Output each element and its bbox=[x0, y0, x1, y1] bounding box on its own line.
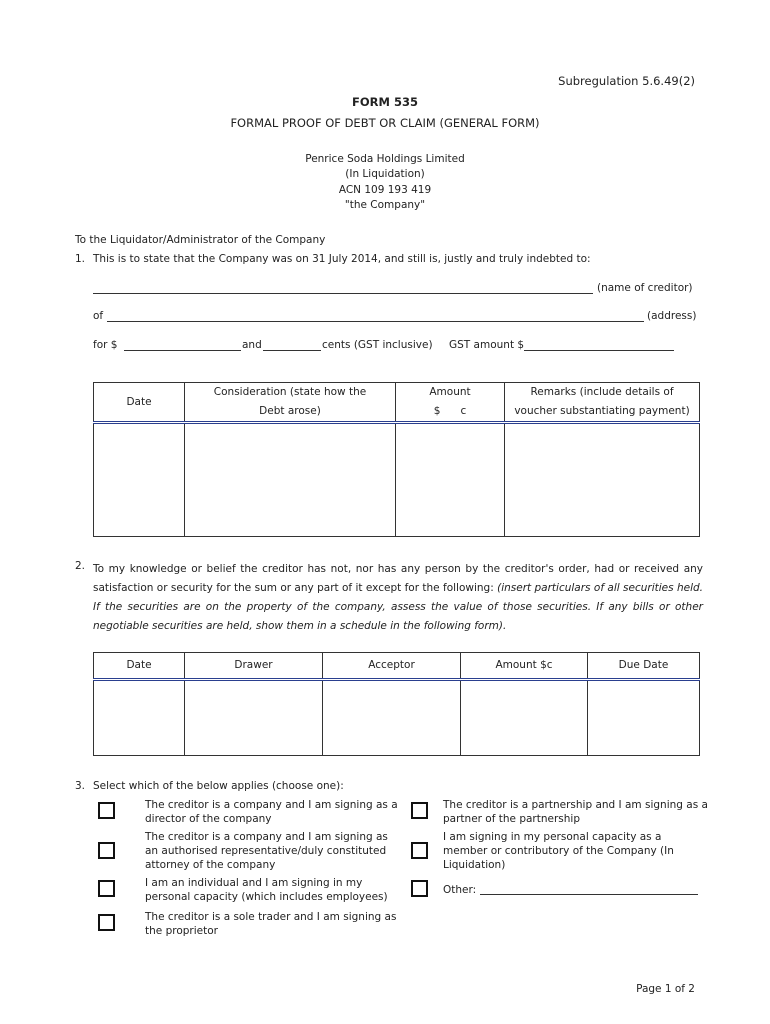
creditor-name-field[interactable] bbox=[93, 293, 593, 294]
securities-table bbox=[93, 652, 700, 756]
consideration-header-line1: Consideration (state how the bbox=[213, 386, 367, 398]
securities-header-acceptor: Acceptor bbox=[323, 653, 461, 680]
amount-header-line1: Amount bbox=[429, 386, 471, 398]
remarks-header-line2: voucher substantiating payment) bbox=[514, 405, 690, 417]
amount-for-label: for $ bbox=[93, 339, 118, 351]
addressee: To the Liquidator/Administrator of the Company bbox=[75, 234, 326, 246]
subregulation: Subregulation 5.6.49(2) bbox=[558, 74, 695, 88]
remarks-header-line1: Remarks (include details of bbox=[530, 386, 674, 398]
checkbox-individual[interactable] bbox=[98, 880, 115, 897]
option-partnership: The creditor is a partnership and I am signing as a partner of the partnership bbox=[443, 799, 708, 825]
form-number: FORM 535 bbox=[352, 95, 418, 109]
page-number: Page 1 of 2 bbox=[636, 983, 695, 995]
debt-table-header-remarks bbox=[505, 383, 700, 423]
debt-table-row bbox=[94, 423, 700, 537]
section2-paragraph bbox=[93, 560, 703, 636]
gst-amount-field[interactable] bbox=[524, 350, 674, 351]
company-status: (In Liquidation) bbox=[345, 168, 425, 180]
company-name: Penrice Soda Holdings Limited bbox=[305, 153, 465, 165]
cents-field[interactable] bbox=[263, 350, 321, 351]
and-label: and bbox=[242, 339, 262, 351]
securities-header-date: Date bbox=[94, 653, 185, 680]
address-field[interactable] bbox=[107, 321, 644, 322]
company-alias: "the Company" bbox=[344, 199, 426, 211]
section3-text: Select which of the below applies (choose one): bbox=[93, 780, 344, 792]
consideration-header-line2: Debt arose) bbox=[259, 405, 321, 417]
checkbox-other[interactable] bbox=[411, 880, 428, 897]
section2-number: 2. bbox=[75, 560, 86, 572]
section2-text: To my knowledge or belief the creditor has not, nor has any person by the creditor's order, had or received any satisfaction or security for the sum or any part of it except for the following: bbox=[93, 563, 703, 594]
address-label: (address) bbox=[647, 310, 697, 322]
debt-remarks-cell[interactable] bbox=[505, 423, 700, 537]
option-individual: I am an individual and I am signing in my personal capacity (which includes employees) bbox=[145, 877, 388, 903]
option-company-representative: The creditor is a company and I am signing as an authorised representative/duly constituted attorney of the company bbox=[145, 831, 388, 871]
option-member-contributory: I am signing in my personal capacity as a member or contributory of the Company (In Liquidation) bbox=[443, 831, 674, 871]
checkbox-member-contributory[interactable] bbox=[411, 842, 428, 859]
securities-table-row bbox=[94, 680, 700, 756]
securities-header-amount: Amount $c bbox=[461, 653, 588, 680]
securities-acceptor-cell[interactable] bbox=[323, 680, 461, 756]
debt-consideration-cell[interactable] bbox=[185, 423, 396, 537]
option-other-label: Other: bbox=[443, 884, 477, 896]
section2-instructions: (insert particulars of all securities held. If the securities are on the property of the company, assess the value of those securities. If any bills or other negotiable securities are held, show them in a schedule in the following form). bbox=[93, 582, 703, 632]
debt-table bbox=[93, 382, 700, 537]
of-label: of bbox=[93, 310, 104, 322]
securities-header-drawer: Drawer bbox=[185, 653, 323, 680]
cents-gst-label: cents (GST inclusive) bbox=[322, 339, 433, 351]
securities-date-cell[interactable] bbox=[94, 680, 185, 756]
other-field[interactable] bbox=[480, 894, 698, 895]
gst-amount-label: GST amount $ bbox=[449, 339, 525, 351]
securities-due-date-cell[interactable] bbox=[588, 680, 700, 756]
securities-drawer-cell[interactable] bbox=[185, 680, 323, 756]
creditor-name-label: (name of creditor) bbox=[597, 282, 693, 294]
section3-number: 3. bbox=[75, 780, 86, 792]
section1-text: This is to state that the Company was on 31 July 2014, and still is, justly and truly indebted to: bbox=[93, 253, 591, 265]
checkbox-company-director[interactable] bbox=[98, 802, 115, 819]
form-title: FORMAL PROOF OF DEBT OR CLAIM (GENERAL FORM) bbox=[230, 116, 540, 130]
checkbox-sole-trader[interactable] bbox=[98, 914, 115, 931]
debt-table-header-consideration bbox=[185, 383, 396, 423]
debt-date-cell[interactable] bbox=[94, 423, 185, 537]
debt-table-header-amount bbox=[396, 383, 505, 423]
amount-header-line2: $ c bbox=[433, 405, 467, 417]
securities-amount-cell[interactable] bbox=[461, 680, 588, 756]
dollars-field[interactable] bbox=[124, 350, 241, 351]
checkbox-partnership[interactable] bbox=[411, 802, 428, 819]
option-sole-trader: The creditor is a sole trader and I am signing as the proprietor bbox=[145, 911, 397, 937]
securities-header-due-date: Due Date bbox=[588, 653, 700, 680]
checkbox-company-representative[interactable] bbox=[98, 842, 115, 859]
company-acn: ACN 109 193 419 bbox=[338, 184, 432, 196]
debt-amount-cell[interactable] bbox=[396, 423, 505, 537]
section1-number: 1. bbox=[75, 253, 86, 265]
option-company-director: The creditor is a company and I am signing as a director of the company bbox=[145, 799, 398, 825]
debt-table-header-date: Date bbox=[94, 383, 185, 423]
